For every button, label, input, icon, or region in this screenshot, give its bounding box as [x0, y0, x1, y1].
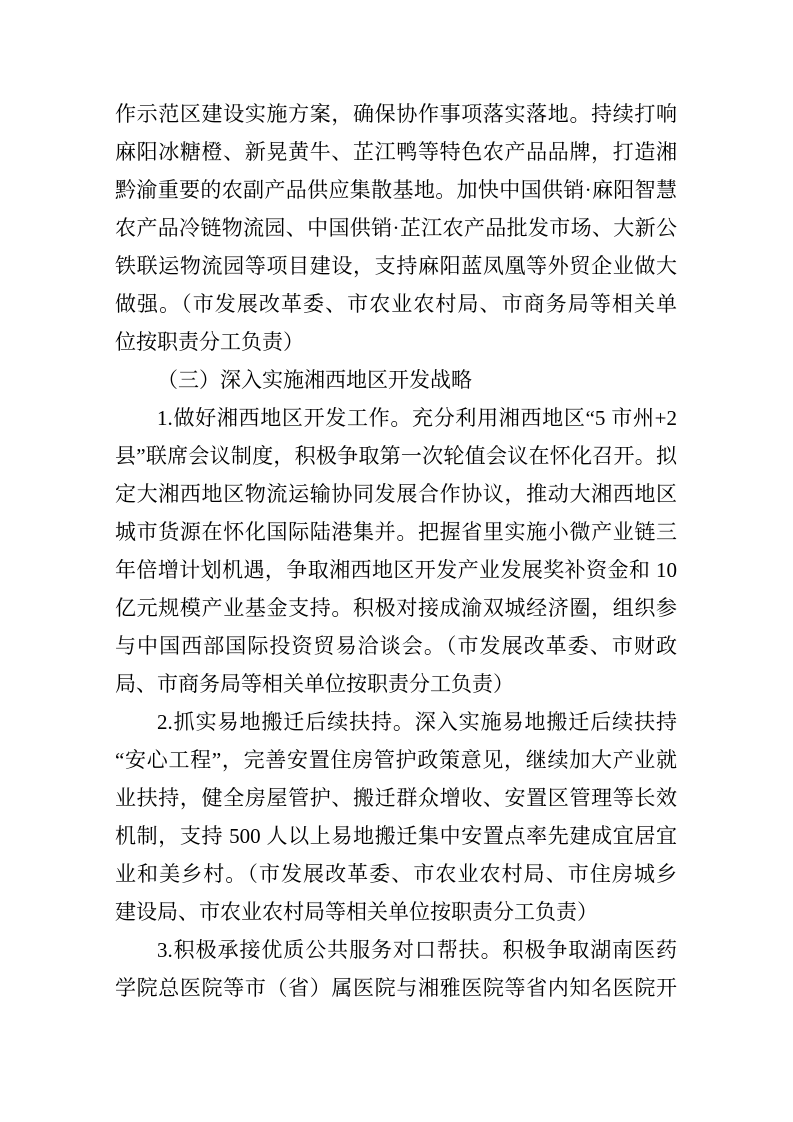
- text-line-17: 2.抓实易地搬迁后续扶持。深入实施易地搬迁后续扶持: [157, 710, 677, 734]
- text-line-8: （三）深入实施湘西地区开发战略: [157, 368, 472, 392]
- text-line-11: 定大湘西地区物流运输协同发展合作协议，推动大湘西地区: [115, 482, 677, 506]
- text-line-12: 城市货源在怀化国际陆港集并。把握省里实施小微产业链三: [115, 520, 677, 544]
- text-line-5: 铁联运物流园等项目建设，支持麻阳蓝凤凰等外贸企业做大: [115, 254, 677, 278]
- text-line-20: 机制，支持 500 人以上易地搬迁集中安置点率先建成宜居宜: [115, 824, 677, 848]
- text-line-14: 亿元规模产业基金支持。积极对接成渝双城经济圈，组织参: [115, 596, 677, 620]
- text-line-19: 业扶持，健全房屋管护、搬迁群众增收、安置区管理等长效: [115, 786, 677, 810]
- text-line-4: 农产品冷链物流园、中国供销·芷江农产品批发市场、大新公: [115, 216, 677, 240]
- text-line-1: 作示范区建设实施方案，确保协作事项落实落地。持续打响: [115, 102, 677, 126]
- text-line-7: 位按职责分工负责）: [115, 330, 304, 354]
- document-text-block: [115, 95, 677, 1007]
- text-line-21: 业和美乡村。（市发展改革委、市农业农村局、市住房城乡: [115, 862, 677, 886]
- text-line-13: 年倍增计划机遇，争取湘西地区开发产业发展奖补资金和 10: [115, 558, 677, 582]
- text-line-2: 麻阳冰糖橙、新晃黄牛、芷江鸭等特色农产品品牌，打造湘: [115, 140, 677, 164]
- text-line-22: 建设局、市农业农村局等相关单位按职责分工负责）: [115, 900, 598, 924]
- document-lines: [115, 95, 677, 1007]
- text-line-9: 1.做好湘西地区开发工作。充分利用湘西地区“5 市州+2: [157, 406, 677, 430]
- text-line-23: 3.积极承接优质公共服务对口帮扶。积极争取湖南医药: [157, 938, 677, 962]
- text-line-6: 做强。（市发展改革委、市农业农村局、市商务局等相关单: [115, 292, 677, 316]
- text-line-24: 学院总医院等市（省）属医院与湘雅医院等省内知名医院开: [115, 976, 677, 1000]
- text-line-10: 县”联席会议制度，积极争取第一次轮值会议在怀化召开。拟: [115, 444, 677, 468]
- text-line-16: 局、市商务局等相关单位按职责分工负责）: [115, 672, 514, 696]
- text-line-15: 与中国西部国际投资贸易洽谈会。（市发展改革委、市财政: [115, 634, 677, 658]
- text-line-3: 黔渝重要的农副产品供应集散基地。加快中国供销·麻阳智慧: [115, 178, 677, 202]
- text-line-18: “安心工程”，完善安置住房管护政策意见，继续加大产业就: [115, 748, 677, 772]
